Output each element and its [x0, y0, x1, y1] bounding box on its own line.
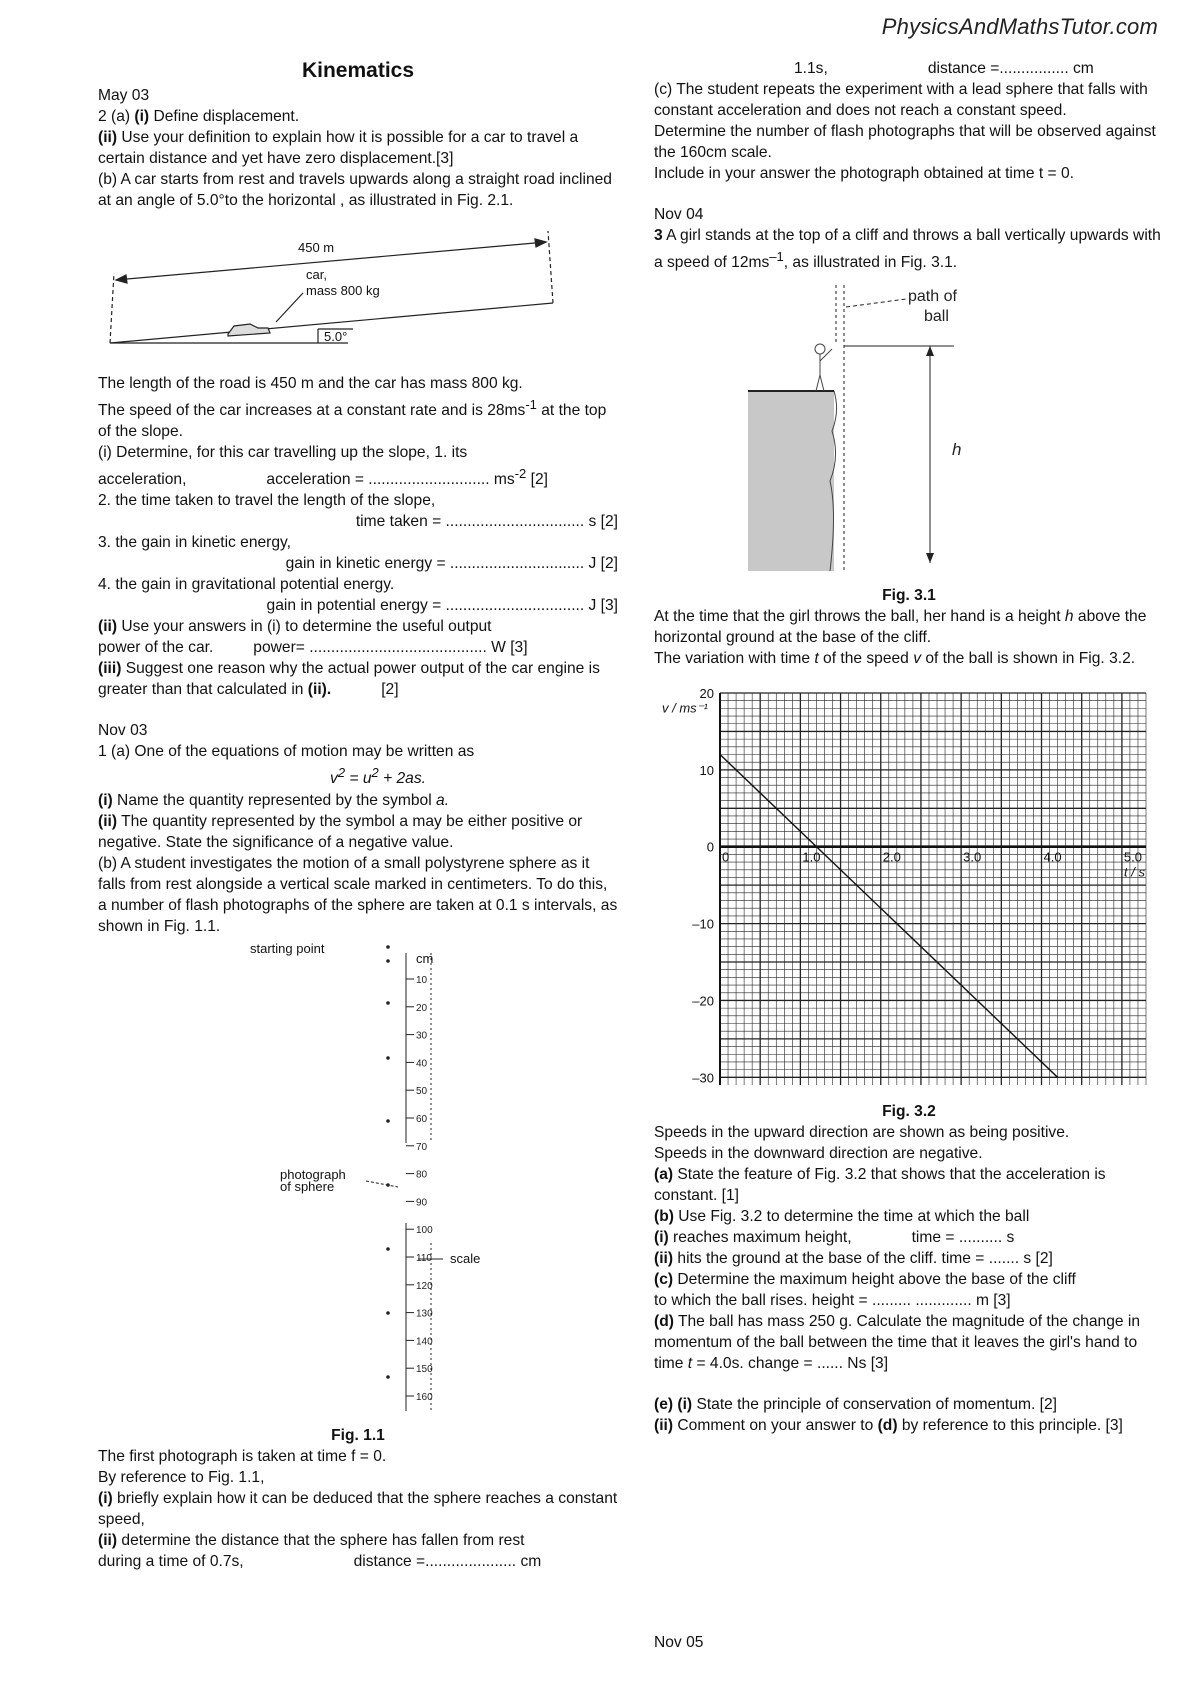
ans-power: power of the car. power= ......................................... W [3]	[98, 639, 528, 657]
hand-height: At the time that the girl throws the ball, her hand is a height h above the horizontal ground at the base of the cliff.	[654, 608, 1147, 647]
q3d: (d) The ball has mass 250 g. Calculate the magnitude of the change in momentum of the ball between the time that it leaves the girl's hand to time t = 4.0s. change = ...... Ns [3]	[654, 1313, 1141, 1373]
scale-marks	[406, 975, 433, 1403]
x-tick-label: 4.0	[1043, 849, 1062, 865]
q-acceleration: acceleration, acceleration = ............................ $ms^{-2}$ [2]	[98, 466, 548, 489]
q-time: 2. the time taken to travel the length of the slope,	[98, 492, 436, 510]
by-reference: By reference to Fig. 1.1,	[98, 1468, 265, 1486]
x-tick-label: 1.0	[802, 849, 821, 865]
q1b-i: (i) briefly explain how it can be deduced that the sphere reaches a constant speed,	[98, 1489, 618, 1528]
q1b-ii: (ii) determine the distance that the sphere has fallen from rest	[98, 1531, 525, 1549]
x-tick-label: 2.0	[882, 849, 901, 865]
q-ke: 3. the gain in kinetic energy,	[98, 534, 292, 552]
fig-2-1-inclined-road	[98, 217, 618, 367]
fig31-path-label-2: ball	[924, 308, 949, 326]
ans-gpe: gain in potential energy = ................................ J [3]	[266, 597, 618, 615]
q1c: (c) The student repeats the experiment with a lead sphere that falls with constant acceleration and does not reach a constant speed.	[654, 81, 1148, 119]
q3: 3 A girl stands at the top of a cliff and throws a ball vertically upwards with a speed of $12ms^{-1}$, as illustrated in Fig. 3.1.	[654, 227, 1161, 272]
q3e-i: (e) (i) State the principle of conservation of momentum. [2]	[654, 1396, 1058, 1414]
left-column	[98, 58, 618, 1572]
scale-mark-label: 10	[416, 974, 428, 986]
q3a: (a) State the feature of Fig. 3.2 that shows that the acceleration is constant. [1]	[654, 1166, 1106, 1205]
y-tick-label: –20	[692, 993, 714, 1009]
scale-mark-label: 90	[416, 1196, 428, 1208]
fig31-h-label: h	[952, 440, 962, 460]
fig21-length-label: 450 m	[298, 240, 335, 255]
y-tick-label: 10	[699, 763, 714, 779]
fig-3-1-cliff	[654, 279, 1164, 579]
right-column	[654, 58, 1164, 1436]
fig21-mass-label: mass 800 kg	[306, 283, 380, 298]
session-nov03: Nov 03	[98, 722, 148, 740]
session-may03: May 03	[98, 87, 150, 104]
q2b: (b) A car starts from rest and travels upwards along a straight road inclined at an angle of 5.0°to the horizontal , as illustrated in Fig. 2.1.	[98, 171, 612, 209]
session-nov04: Nov 04	[654, 206, 704, 223]
q-ii-power: (ii) Use your answers in (i) to determine the useful output	[98, 618, 492, 636]
scale-mark-label: 110	[416, 1252, 432, 1264]
ans-ke: gain in kinetic energy = ............................... J [2]	[285, 555, 618, 573]
q3c-answer: to which the ball rises. height = ......... ............. m [3]	[654, 1292, 1011, 1310]
x-tick-label: 3.0	[963, 849, 982, 865]
q1b: (b) A student investigates the motion of a small polystyrene sphere as it falls from rest alongside a vertical scale marked in centimeters. To do this, a number of flash photographs of the sphere are taken at 0.1 s intervals, as shown in Fig. 1.1.	[98, 854, 618, 935]
scale-mark-label: 150	[416, 1363, 433, 1375]
fig11-photo-label-2: of sphere	[280, 1178, 335, 1194]
q2a-ii: (ii) Use your definition to explain how it is possible for a car to travel a certain distance and yet have zero displacement.[3]	[98, 129, 579, 167]
ans-time: time taken = ................................ s [2]	[355, 513, 618, 531]
chart-grid	[720, 693, 1146, 1085]
y-tick-label: –30	[692, 1070, 714, 1086]
q-gpe: 4. the gain in gravitational potential energy.	[98, 576, 395, 594]
fig-1-1-caption: Fig. 1.1	[331, 1426, 385, 1444]
speeds-up: Speeds in the upward direction are shown as being positive.	[654, 1124, 1070, 1142]
scale-mark-label: 120	[416, 1280, 433, 1292]
session-nov05: Nov 05	[654, 1634, 704, 1651]
scale-mark-label: 100	[416, 1224, 433, 1236]
q-i-determine: (i) Determine, for this car travelling up the slope, 1. its	[98, 444, 468, 462]
fig11-scale-label: scale	[450, 1250, 481, 1266]
q1-ii: (ii) The quantity represented by the symbol a may be either positive or negative. State the significance of a negative value.	[98, 812, 583, 851]
scale-mark-label: 140	[416, 1335, 433, 1347]
y-tick-label: 20	[699, 686, 714, 702]
q3b-i: (i) reaches maximum height, time = .......... s	[654, 1229, 1015, 1247]
car-speed: The speed of the car increases at a constant rate and is $28ms^{-1}$ at the top of the slope.	[98, 397, 607, 441]
page-title: Kinematics	[301, 59, 415, 82]
scale-mark-label: 70	[416, 1141, 428, 1153]
first-photo: The first photograph is taken at time f = 0.	[98, 1447, 387, 1465]
fig21-angle-label: 5.0°	[324, 329, 348, 344]
q1c-include: Include in your answer the photograph obtained at time t = 0.	[654, 165, 1075, 182]
chart-x-axis-label: t / s	[1124, 864, 1145, 880]
y-tick-label: –10	[692, 916, 714, 932]
fig-3-2-velocity-time-graph	[654, 675, 1164, 1095]
ans-distance-11: 1.1s, distance =................ cm	[794, 60, 1094, 77]
fig21-car-label: car,	[306, 267, 327, 282]
q1a: 1 (a) One of the equations of motion may be written as	[98, 743, 475, 761]
girl-icon	[815, 344, 832, 391]
y-tick-label: 0	[706, 839, 714, 855]
sphere-photographs	[386, 945, 390, 1379]
scale-mark-label: 130	[416, 1308, 433, 1320]
q3b-ii: (ii) hits the ground at the base of the cliff. time = ....... s [2]	[654, 1250, 1053, 1268]
scale-mark-label: 30	[416, 1030, 428, 1042]
equation-of-motion: $v^2 = u^2 + 2as$.	[330, 765, 426, 788]
q1-i: (i) Name the quantity represented by the symbol a.	[98, 791, 450, 809]
road-length: The length of the road is 450 m and the car has mass 800 kg.	[98, 375, 523, 392]
chart-y-axis-label: v / ms⁻¹	[662, 700, 708, 716]
variation-text: The variation with time t of the speed v of the ball is shown in Fig. 3.2.	[654, 650, 1136, 668]
fig-3-2-caption: Fig. 3.2	[882, 1103, 936, 1121]
scale-mark-label: 60	[416, 1113, 428, 1125]
watermark: PhysicsAndMathsTutor.com	[881, 14, 1158, 39]
fig31-path-label-1: path of	[908, 288, 957, 306]
cliff-shape	[748, 391, 834, 571]
q3b: (b) Use Fig. 3.2 to determine the time at which the ball	[654, 1208, 1030, 1226]
fig-3-1-caption: Fig. 3.1	[882, 587, 936, 605]
q2a-i: 2 (a) (i) Define displacement.	[98, 108, 300, 125]
q3c: (c) Determine the maximum height above the base of the cliff	[654, 1271, 1076, 1289]
q-iii: (iii) Suggest one reason why the actual power output of the car engine is greater than that calculated in (ii). [2]	[98, 660, 600, 699]
x-tick-label: 0	[722, 849, 730, 865]
fig11-unit: cm	[416, 950, 434, 966]
fig11-photo-label-1: photograph	[280, 1166, 346, 1182]
q3e-ii: (ii) Comment on your answer to (d) by reference to this principle. [3]	[654, 1417, 1123, 1435]
scale-mark-label: 20	[416, 1002, 428, 1014]
scale-mark-label: 50	[416, 1085, 428, 1097]
fig11-starting-point: starting point	[250, 942, 325, 956]
q1c-determine: Determine the number of flash photographs that will be observed against the 160cm scale.	[654, 123, 1156, 161]
ans-distance-07: during a time of 0.7s, distance =..................... cm	[98, 1552, 542, 1570]
speeds-down: Speeds in the downward direction are negative.	[654, 1145, 983, 1163]
scale-mark-label: 80	[416, 1169, 428, 1181]
x-tick-label: 5.0	[1123, 849, 1142, 865]
fig-1-1-falling-sphere	[98, 943, 618, 1419]
scale-mark-label: 160	[416, 1391, 433, 1403]
scale-mark-label: 40	[416, 1057, 428, 1069]
